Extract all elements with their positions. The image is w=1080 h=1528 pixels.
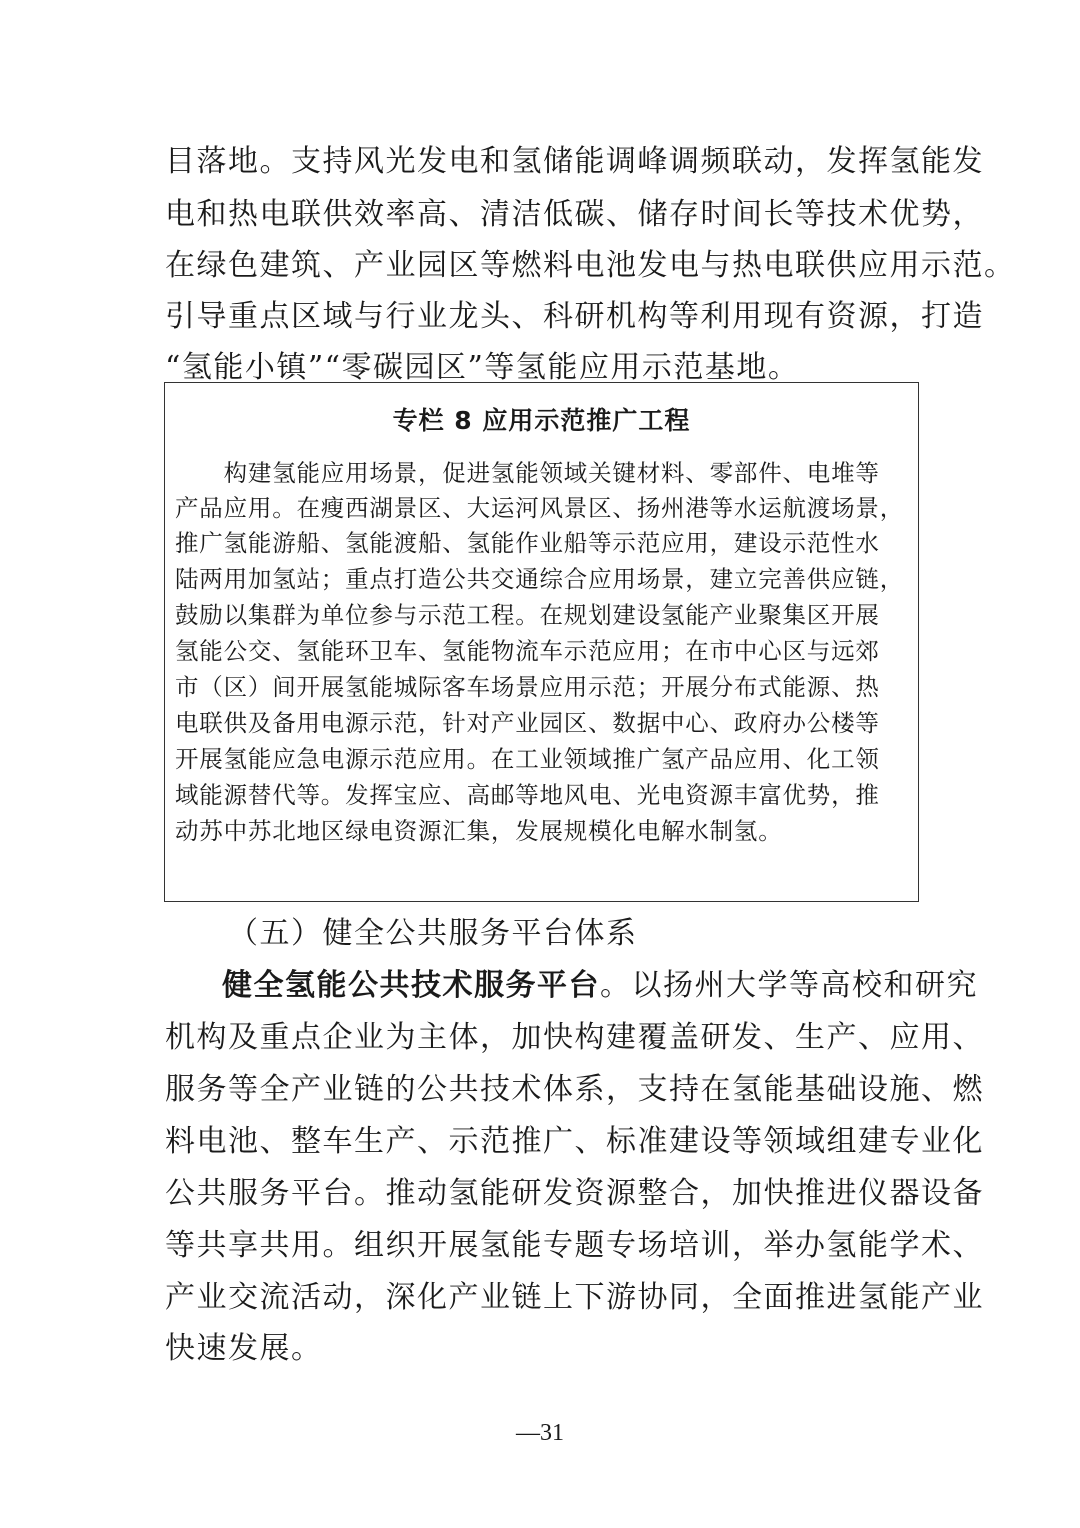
feature-box-line: 动苏中苏北地区绿电资源汇集，发展规模化电解水制氢。 [175, 817, 783, 845]
paragraph-line: 在绿色建筑、产业园区等燃料电池发电与热电联供应用示范。 [165, 248, 1016, 283]
feature-box-line: 鼓励以集群为单位参与示范工程。在规划建设氢能产业聚集区开展 [175, 601, 880, 629]
paragraph-line: 引导重点区域与行业龙头、科研机构等利用现有资源，打造 [165, 299, 984, 334]
feature-box-line: 产品应用。在瘦西湖景区、大运河风景区、扬州港等水运航渡场景， [175, 494, 904, 522]
feature-box-line: 氢能公交、氢能环卫车、氢能物流车示范应用；在市中心区与远郊 [175, 637, 880, 665]
paragraph-lead-rest: 。以扬州大学等高校和研究 [600, 968, 978, 1003]
feature-box [164, 382, 919, 902]
paragraph-line: 服务等全产业链的公共技术体系，支持在氢能基础设施、燃 [165, 1072, 984, 1107]
feature-box-line: 陆两用加氢站；重点打造公共交通综合应用场景，建立完善供应链， [175, 565, 904, 593]
feature-box-line: 推广氢能游船、氢能渡船、氢能作业船等示范应用，建设示范性水 [175, 529, 880, 557]
feature-box-line: 市（区）间开展氢能城际客车场景应用示范；开展分布式能源、热 [175, 673, 880, 701]
feature-box-line: 电联供及备用电源示范，针对产业园区、数据中心、政府办公楼等 [175, 709, 880, 737]
paragraph-line: 产业交流活动，深化产业链上下游协同，全面推进氢能产业 [165, 1280, 984, 1315]
paragraph-line: 机构及重点企业为主体，加快构建覆盖研发、生产、应用、 [165, 1020, 984, 1055]
feature-box-title: 专栏 8 应用示范推广工程 [392, 406, 691, 435]
paragraph-line: 电和热电联供效率高、清洁低碳、储存时间长等技术优势， [165, 197, 984, 232]
paragraph-lead-bold: 健全氢能公共技术服务平台 [222, 968, 600, 1003]
page-number: —31 [516, 1420, 564, 1446]
feature-box-line: 开展氢能应急电源示范应用。在工业领域推广氢产品应用、化工领 [175, 745, 880, 773]
paragraph-line: “氢能小镇”“零碳园区”等氢能应用示范基地。 [165, 350, 800, 385]
feature-box-line: 域能源替代等。发挥宝应、高邮等地风电、光电资源丰富优势，推 [175, 781, 880, 809]
paragraph-line: 等共享共用。组织开展氢能专题专场培训，举办氢能学术、 [165, 1228, 984, 1263]
paragraph-line: 目落地。支持风光发电和氢储能调峰调频联动，发挥氢能发 [165, 144, 984, 179]
feature-box-line: 构建氢能应用场景，促进氢能领域关键材料、零部件、电堆等 [175, 459, 880, 487]
paragraph-line: 料电池、整车生产、示范推广、标准建设等领域组建专业化 [165, 1124, 984, 1159]
paragraph-lead-line [222, 966, 978, 1006]
paragraph-line: 公共服务平台。推动氢能研发资源整合，加快推进仪器设备 [165, 1176, 984, 1211]
section-heading: （五）健全公共服务平台体系 [228, 916, 638, 951]
paragraph-line: 快速发展。 [165, 1331, 323, 1366]
